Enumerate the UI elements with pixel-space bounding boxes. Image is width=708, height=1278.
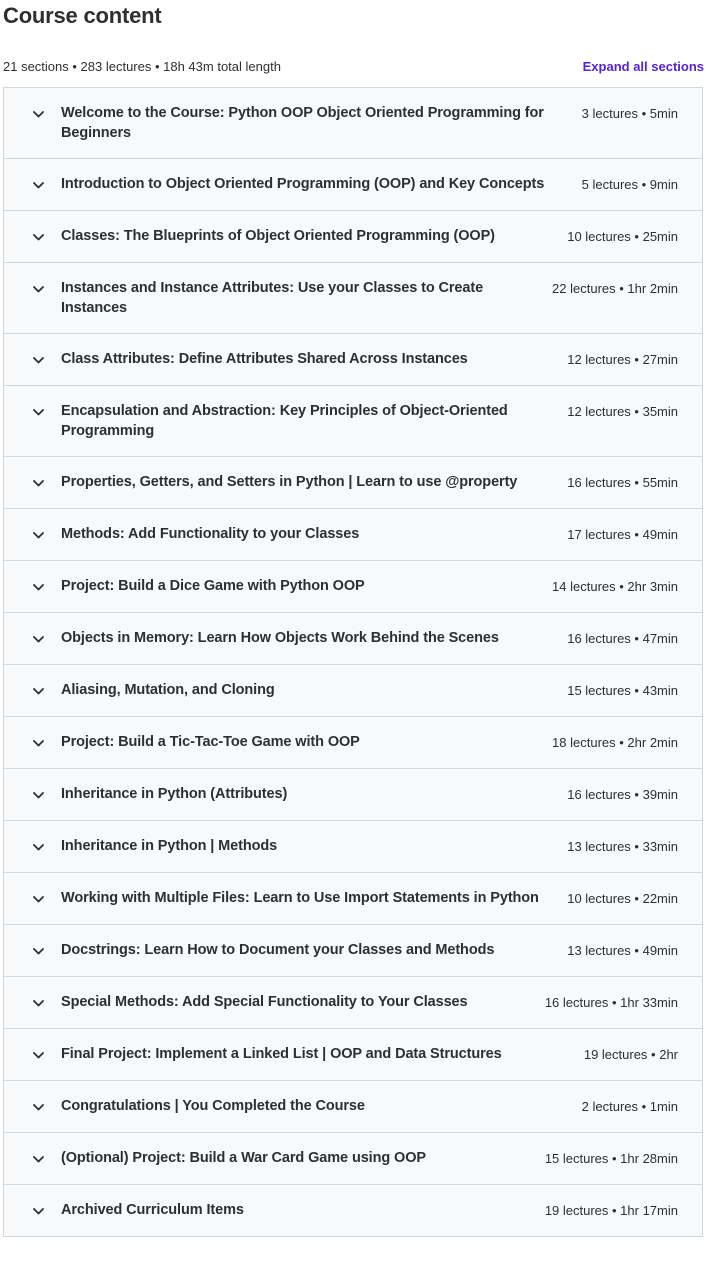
- section-meta: 19 lectures • 1hr 17min: [544, 1203, 678, 1218]
- section-meta: 17 lectures • 49min: [567, 527, 678, 542]
- section-row[interactable]: [4, 717, 702, 769]
- section-row[interactable]: [4, 1133, 702, 1185]
- section-title: Project: Build a Tic-Tac-Toe Game with OOP: [61, 734, 360, 750]
- chevron-down-icon[interactable]: [32, 104, 45, 124]
- section-title: Special Methods: Add Special Functionality to Your Classes: [61, 994, 468, 1010]
- section-row[interactable]: [4, 821, 702, 873]
- section-row[interactable]: [4, 769, 702, 821]
- section-row[interactable]: [4, 159, 702, 211]
- chevron-down-icon[interactable]: [32, 402, 45, 422]
- section-title: Project: Build a Dice Game with Python OOP: [61, 578, 365, 594]
- section-title: Instances and Instance Attributes: Use your Classes to Create Instances: [61, 280, 484, 316]
- section-title: Archived Curriculum Items: [61, 1202, 244, 1218]
- chevron-down-icon[interactable]: [32, 733, 45, 753]
- section-row[interactable]: [4, 925, 702, 977]
- section-meta: 3 lectures • 5min: [581, 106, 678, 121]
- section-meta: 16 lectures • 47min: [567, 631, 678, 646]
- section-title: Docstrings: Learn How to Document your Classes and Methods: [61, 942, 495, 958]
- section-title: Inheritance in Python (Attributes): [61, 786, 288, 802]
- chevron-down-icon[interactable]: [32, 629, 45, 649]
- section-row[interactable]: [4, 334, 702, 386]
- course-summary-row: [3, 55, 704, 77]
- expand-all-sections-button[interactable]: Expand all sections: [582, 58, 704, 74]
- section-meta: 13 lectures • 33min: [567, 839, 678, 854]
- section-meta: 13 lectures • 49min: [567, 943, 678, 958]
- chevron-down-icon[interactable]: [32, 1045, 45, 1065]
- chevron-down-icon[interactable]: [32, 175, 45, 195]
- course-summary: 21 sections • 283 lectures • 18h 43m total length: [3, 58, 281, 74]
- section-row[interactable]: [4, 263, 702, 334]
- section-meta: 19 lectures • 2hr: [583, 1047, 678, 1062]
- section-title: Methods: Add Functionality to your Classes: [61, 526, 360, 542]
- section-meta: 16 lectures • 55min: [567, 475, 678, 490]
- section-title: Working with Multiple Files: Learn to Use Import Statements in Python: [61, 890, 539, 906]
- section-meta: 2 lectures • 1min: [581, 1099, 678, 1114]
- section-meta: 16 lectures • 39min: [567, 787, 678, 802]
- section-meta: 12 lectures • 27min: [567, 352, 678, 367]
- chevron-down-icon[interactable]: [32, 1097, 45, 1117]
- course-content: [3, 0, 704, 1237]
- section-row[interactable]: [4, 509, 702, 561]
- section-row[interactable]: [4, 211, 702, 263]
- chevron-down-icon[interactable]: [32, 941, 45, 961]
- section-row[interactable]: [4, 1081, 702, 1133]
- chevron-down-icon[interactable]: [32, 350, 45, 370]
- section-row[interactable]: [4, 665, 702, 717]
- section-meta: 15 lectures • 43min: [567, 683, 678, 698]
- section-title: Encapsulation and Abstraction: Key Principles of Object-Oriented Programming: [61, 403, 508, 439]
- section-row[interactable]: [4, 457, 702, 509]
- chevron-down-icon[interactable]: [32, 1149, 45, 1169]
- section-meta: 15 lectures • 1hr 28min: [544, 1151, 678, 1166]
- section-row[interactable]: [4, 873, 702, 925]
- section-row[interactable]: [4, 1029, 702, 1081]
- chevron-down-icon[interactable]: [32, 837, 45, 857]
- chevron-down-icon[interactable]: [32, 577, 45, 597]
- section-row[interactable]: [4, 613, 702, 665]
- chevron-down-icon[interactable]: [32, 1201, 45, 1221]
- section-title: Aliasing, Mutation, and Cloning: [61, 682, 275, 698]
- section-row[interactable]: [4, 561, 702, 613]
- section-row[interactable]: [4, 386, 702, 457]
- section-meta: 16 lectures • 1hr 33min: [544, 995, 678, 1010]
- chevron-down-icon[interactable]: [32, 993, 45, 1013]
- section-meta: 14 lectures • 2hr 3min: [552, 579, 678, 594]
- section-row[interactable]: [4, 1185, 702, 1237]
- section-meta: 5 lectures • 9min: [581, 177, 678, 192]
- section-meta: 12 lectures • 35min: [567, 404, 678, 419]
- section-row[interactable]: [4, 88, 702, 159]
- section-meta: 18 lectures • 2hr 2min: [552, 735, 678, 750]
- section-title: Class Attributes: Define Attributes Shared Across Instances: [61, 351, 468, 367]
- section-meta: 22 lectures • 1hr 2min: [552, 281, 678, 296]
- chevron-down-icon[interactable]: [32, 785, 45, 805]
- section-title: Inheritance in Python | Methods: [61, 838, 278, 854]
- chevron-down-icon[interactable]: [32, 473, 45, 493]
- chevron-down-icon[interactable]: [32, 889, 45, 909]
- chevron-down-icon[interactable]: [32, 227, 45, 247]
- section-row[interactable]: [4, 977, 702, 1029]
- section-list: [3, 87, 703, 1237]
- chevron-down-icon[interactable]: [32, 279, 45, 299]
- section-title: (Optional) Project: Build a War Card Game using OOP: [61, 1150, 426, 1166]
- section-title: Introduction to Object Oriented Programming (OOP) and Key Concepts: [61, 176, 545, 192]
- section-title: Congratulations | You Completed the Course: [61, 1098, 365, 1114]
- section-title: Properties, Getters, and Setters in Python | Learn to use @property: [61, 474, 518, 490]
- section-meta: 10 lectures • 25min: [567, 229, 678, 244]
- section-title: Welcome to the Course: Python OOP Object Oriented Programming for Beginners: [61, 105, 544, 141]
- chevron-down-icon[interactable]: [32, 681, 45, 701]
- section-meta: 10 lectures • 22min: [567, 891, 678, 906]
- section-title: Classes: The Blueprints of Object Oriented Programming (OOP): [61, 228, 495, 244]
- section-title: Final Project: Implement a Linked List | OOP and Data Structures: [61, 1046, 502, 1062]
- chevron-down-icon[interactable]: [32, 525, 45, 545]
- section-title: Objects in Memory: Learn How Objects Work Behind the Scenes: [61, 630, 499, 646]
- page-title: Course content: [3, 3, 162, 28]
